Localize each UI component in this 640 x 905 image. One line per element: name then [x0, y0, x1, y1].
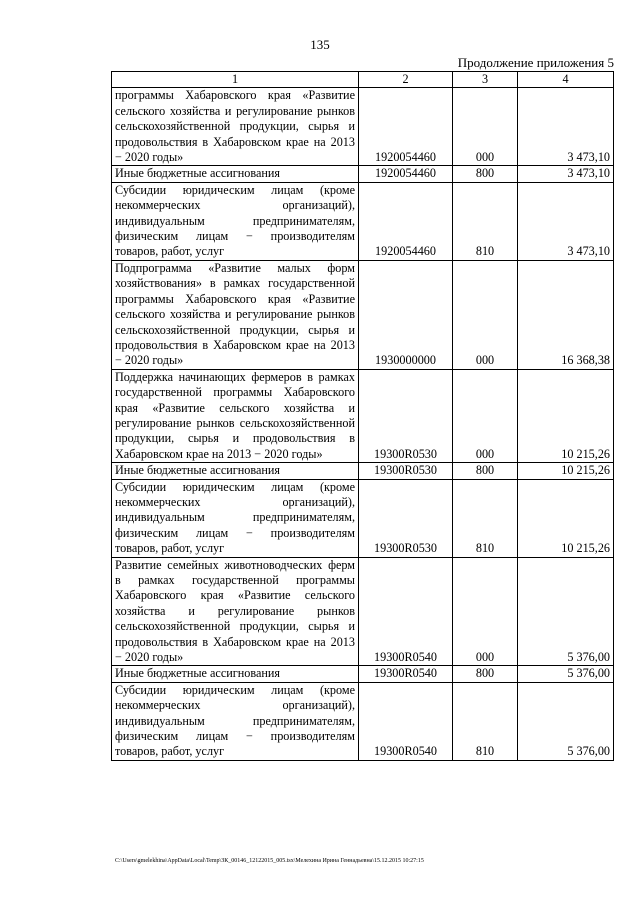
row-amount: 10 215,26 — [518, 369, 614, 462]
row-amount: 3 473,10 — [518, 166, 614, 182]
continuation-note: Продолжение приложения 5 — [457, 55, 614, 70]
row-amount: 5 376,00 — [518, 666, 614, 682]
header-row — [112, 72, 614, 88]
row-target-code: 1920054460 — [359, 88, 453, 166]
row-description: программы Хабаровского края «Развитие сельского хозяйства и регулирование рынков сельскохозяйственной продукции, сырья и продовольствия в Хабаровском крае на 2013 − 2020 годы» — [112, 88, 359, 166]
table-row — [112, 463, 614, 479]
row-expense-type: 810 — [453, 182, 518, 260]
row-amount: 16 368,38 — [518, 260, 614, 369]
table-row — [112, 666, 614, 682]
header-col-4: 4 — [518, 72, 614, 88]
page-number: 135 — [310, 37, 330, 52]
row-amount: 3 473,10 — [518, 88, 614, 166]
row-amount: 3 473,10 — [518, 182, 614, 260]
table-row — [112, 479, 614, 557]
table-row — [112, 166, 614, 182]
table-row — [112, 557, 614, 666]
row-target-code: 19300R0540 — [359, 666, 453, 682]
table-row — [112, 682, 614, 760]
row-expense-type: 800 — [453, 166, 518, 182]
row-description: Поддержка начинающих фермеров в рамках государственной программы Хабаровского края «Развитие сельского хозяйства и регулирование рынков сельскохозяйственной продукции, сырья и продовольствия в Хабаровском крае на 2013 − 2020 годы» — [112, 369, 359, 462]
row-description: Развитие семейных животноводческих ферм в рамках государственной программы Хабаровского края «Развитие сельского хозяйства и регулирование рынков сельскохозяйственной продукции, сырья и продовольствия в Хабаровском крае на 2013 − 2020 годы» — [112, 557, 359, 666]
row-amount: 5 376,00 — [518, 682, 614, 760]
row-expense-type: 810 — [453, 479, 518, 557]
header-col-3: 3 — [453, 72, 518, 88]
row-target-code: 1920054460 — [359, 166, 453, 182]
row-expense-type: 800 — [453, 463, 518, 479]
table-row — [112, 369, 614, 462]
row-expense-type: 810 — [453, 682, 518, 760]
row-description: Иные бюджетные ассигнования — [112, 463, 359, 479]
budget-table — [111, 71, 614, 761]
row-expense-type: 800 — [453, 666, 518, 682]
row-target-code: 19300R0530 — [359, 369, 453, 462]
row-target-code: 1920054460 — [359, 182, 453, 260]
row-description: Подпрограмма «Развитие малых форм хозяйствования» в рамках государственной программы Хабаровского края «Развитие сельского хозяйства и регулирование рынков сельскохозяйственной продукции, сырья и продовольствия в Хабаровском крае на 2013 − 2020 годы» — [112, 260, 359, 369]
file-path-footer: C:\Users\gmelekhina\AppData\Local\Temp\ЗК_00146_12122015_005.tsx\Мелехина Ирина Геннадьевна\15.12.2015 10:27:15 — [115, 858, 424, 864]
row-expense-type: 000 — [453, 260, 518, 369]
header-col-1: 1 — [112, 72, 359, 88]
row-description: Субсидии юридическим лицам (кроме некоммерческих организаций), индивидуальным предпринимателям, физическим лицам − производителям товаров, работ, услуг — [112, 479, 359, 557]
row-amount: 10 215,26 — [518, 479, 614, 557]
row-description: Иные бюджетные ассигнования — [112, 666, 359, 682]
row-expense-type: 000 — [453, 557, 518, 666]
row-target-code: 19300R0540 — [359, 682, 453, 760]
row-target-code: 19300R0540 — [359, 557, 453, 666]
row-description: Иные бюджетные ассигнования — [112, 166, 359, 182]
row-expense-type: 000 — [453, 88, 518, 166]
table-row — [112, 182, 614, 260]
row-description: Субсидии юридическим лицам (кроме некоммерческих организаций), индивидуальным предпринимателям, физическим лицам − производителям товаров, работ, услуг — [112, 682, 359, 760]
row-description: Субсидии юридическим лицам (кроме некоммерческих организаций), индивидуальным предпринимателям, физическим лицам − производителям товаров, работ, услуг — [112, 182, 359, 260]
row-target-code: 19300R0530 — [359, 479, 453, 557]
row-amount: 5 376,00 — [518, 557, 614, 666]
table-row — [112, 88, 614, 166]
table-row — [112, 260, 614, 369]
row-target-code: 1930000000 — [359, 260, 453, 369]
row-amount: 10 215,26 — [518, 463, 614, 479]
header-col-2: 2 — [359, 72, 453, 88]
row-target-code: 19300R0530 — [359, 463, 453, 479]
row-expense-type: 000 — [453, 369, 518, 462]
